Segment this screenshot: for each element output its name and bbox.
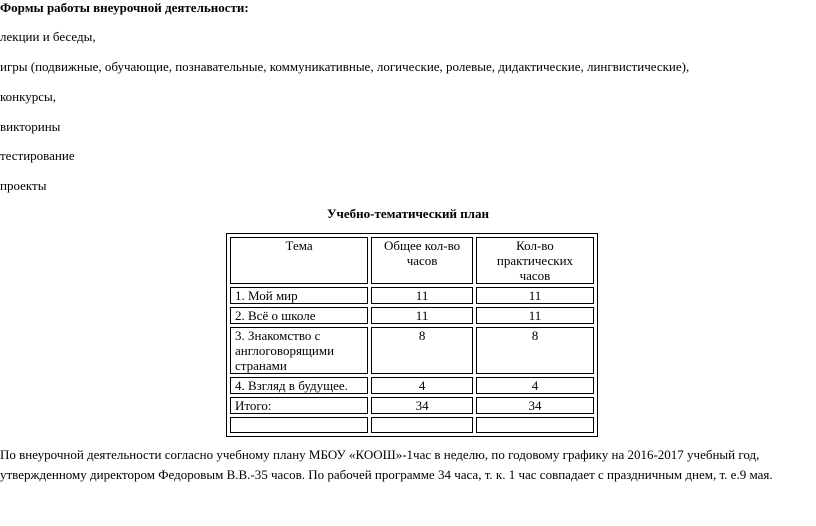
empty-cell [230,417,368,433]
topic-cell: 4. Взгляд в будущее. [230,377,368,394]
table-row [230,287,594,304]
list-item: тестирование [0,148,75,163]
topic-cell: 3. Знакомство с англоговорящими странами [230,327,368,374]
practical-hours-cell: 4 [476,377,594,394]
table-total-row [230,397,594,414]
practical-hours-cell: 11 [476,287,594,304]
list-item: проекты [0,178,47,193]
plan-title: Учебно-тематический план [327,206,489,221]
total-hours-cell: 34 [371,397,473,414]
table-row [230,327,594,374]
table-header-row [230,237,594,284]
column-header-topic: Тема [230,237,368,284]
footer-paragraph-line-1: По внеурочной деятельности согласно учебному плану МБОУ «КООШ»-1час в неделю, по годовому графику на 2016-2017 учебный год, [0,447,760,462]
practical-hours-cell: 8 [476,327,594,374]
total-hours-cell: 11 [371,307,473,324]
total-hours-cell: 11 [371,287,473,304]
total-hours-cell: 8 [371,327,473,374]
table-empty-row [230,417,594,433]
topic-cell: 2. Всё о школе [230,307,368,324]
practical-hours-cell: 11 [476,307,594,324]
list-item: игры (подвижные, обучающие, познавательные, коммуникативные, логические, ролевые, дидактические, лингвистические), [0,59,690,74]
table-row [230,377,594,394]
forms-heading: Формы работы внеурочной деятельности: [0,0,249,15]
total-label-cell: Итого: [230,397,368,414]
list-item: лекции и беседы, [0,29,96,44]
table-row [230,307,594,324]
list-item: викторины [0,119,61,134]
practical-hours-cell: 34 [476,397,594,414]
total-hours-cell: 4 [371,377,473,394]
empty-cell [476,417,594,433]
plan-table [226,233,598,437]
column-header-practical-hours: Кол-во практических часов [476,237,594,284]
column-header-total-hours: Общее кол-во часов [371,237,473,284]
footer-paragraph-line-2: утвержденному директором Федоровым В.В.-35 часов. По рабочей программе 34 часа, т. к. 1 час совпадает с праздничным днем, т. е.9 мая. [0,467,773,482]
topic-cell: 1. Мой мир [230,287,368,304]
empty-cell [371,417,473,433]
list-item: конкурсы, [0,89,56,104]
